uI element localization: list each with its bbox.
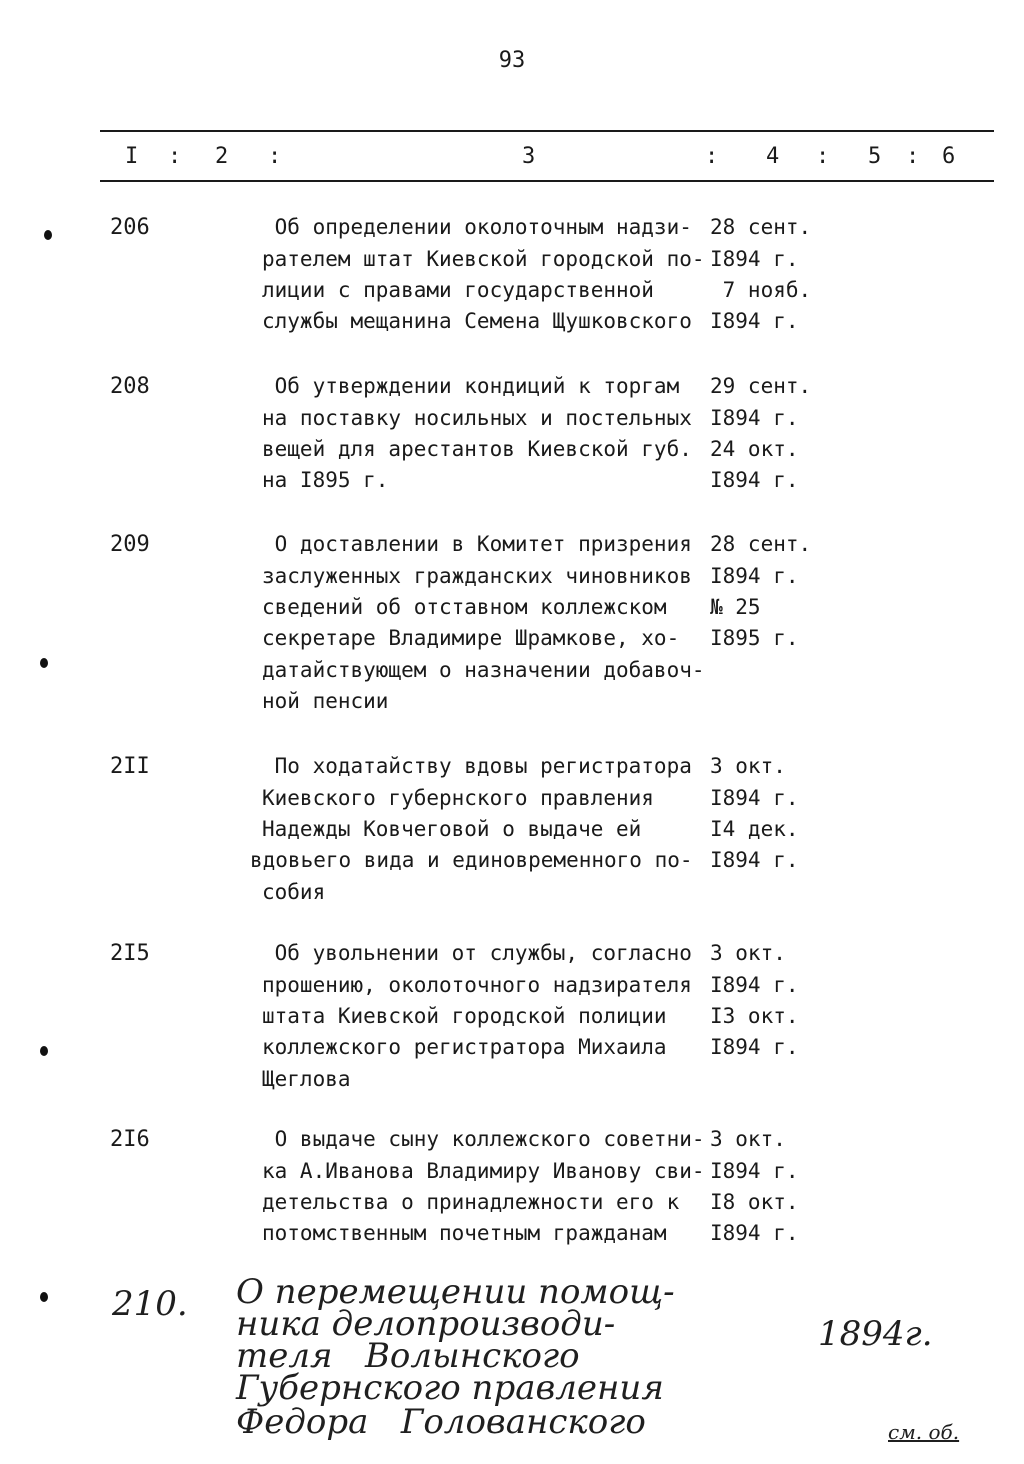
- punch-hole-mark: [40, 658, 48, 668]
- col-sep: :: [268, 144, 282, 169]
- entry-desc-line: Об определении околоточным надзи-: [262, 215, 692, 239]
- entry-date-line: 29 сент.: [710, 374, 812, 398]
- entry-date-line: 3 окт.: [710, 941, 786, 965]
- entry-desc-line: заслуженных гражданских чиновников: [262, 564, 692, 588]
- col-sep: :: [168, 144, 182, 169]
- entry-desc-line: Щеглова: [262, 1067, 351, 1091]
- entry-number: 2I6: [110, 1127, 150, 1152]
- entry-date-line: I3 окт.: [710, 1004, 799, 1028]
- entry-desc-line: рателем штат Киевской городской по-: [262, 247, 705, 271]
- entry-date-line: I894 г.: [710, 406, 799, 430]
- entry-date-line: I894 г.: [710, 564, 799, 588]
- entry-number: 2I5: [110, 941, 150, 966]
- handwritten-line: ника делопроизводи-: [236, 1304, 616, 1344]
- col-sep: :: [705, 144, 719, 169]
- table-header-rule: [100, 180, 994, 182]
- punch-hole-mark: [40, 1046, 48, 1056]
- entry-desc-line: на I895 г.: [262, 468, 389, 492]
- entry-date-line: № 25: [710, 595, 761, 619]
- entry-date-line: 24 окт.: [710, 437, 799, 461]
- entry-desc-line: сведений об отставном коллежском: [262, 595, 667, 619]
- entry-desc-line: секретаре Владимире Шрамкове, хо-: [262, 626, 680, 650]
- entry-date-line: I894 г.: [710, 786, 799, 810]
- entry-date-line: I894 г.: [710, 1159, 799, 1183]
- entry-desc-line: Надежды Ковчеговой о выдаче ей: [262, 817, 642, 841]
- entry-date-line: I8 окт.: [710, 1190, 799, 1214]
- entry-date-line: I894 г.: [710, 309, 799, 333]
- handwritten-line: теля Волынского: [236, 1336, 580, 1376]
- entry-date-line: 28 сент.: [710, 532, 812, 556]
- entry-date-line: 3 окт.: [710, 754, 786, 778]
- entry-date-line: I894 г.: [710, 468, 799, 492]
- col-head-4: 4: [766, 144, 780, 169]
- entry-date-line: I894 г.: [710, 848, 799, 872]
- handwritten-line: Губернского правления: [236, 1368, 664, 1408]
- col-head-2: 2: [215, 144, 229, 169]
- entry-desc-line: Киевского губернского правления: [262, 786, 654, 810]
- entry-number: 208: [110, 374, 150, 399]
- entry-desc-line: прошению, околоточного надзирателя: [262, 973, 692, 997]
- punch-hole-mark: [40, 1292, 48, 1302]
- entry-desc-line: на поставку носильных и постельных: [262, 406, 692, 430]
- entry-number: 209: [110, 532, 150, 557]
- entry-desc-line: потомственным почетным гражданам: [262, 1221, 667, 1245]
- col-head-1: I: [125, 144, 139, 169]
- entry-desc-line: По ходатайству вдовы регистратора: [262, 754, 692, 778]
- entry-desc-line: штата Киевской городской полиции: [262, 1004, 667, 1028]
- entry-date-line: I895 г.: [710, 626, 799, 650]
- punch-hole-mark: [44, 230, 52, 240]
- handwritten-year: 1894г.: [818, 1314, 933, 1354]
- entry-desc-line: О выдаче сыну коллежского советни-: [262, 1127, 705, 1151]
- handwritten-line: О перемещении помощ-: [236, 1272, 675, 1312]
- entry-desc-line: вдовьего вида и единовременного по-: [250, 848, 693, 872]
- entry-number: 2II: [110, 754, 150, 779]
- entry-desc-line: ной пенсии: [262, 689, 389, 713]
- col-head-3: 3: [522, 144, 536, 169]
- entry-desc-line: Об увольнении от службы, согласно: [262, 941, 692, 965]
- entry-desc-line: Об утверждении кондиций к торгам: [262, 374, 680, 398]
- entry-desc-line: собия: [262, 880, 326, 904]
- entry-desc-line: детельства о принадлежности его к: [262, 1190, 680, 1214]
- table-top-rule: [100, 130, 994, 132]
- col-sep: :: [816, 144, 830, 169]
- page-number: 93: [498, 48, 526, 73]
- entry-desc-line: службы мещанина Семена Щушковского: [262, 309, 692, 333]
- col-sep: :: [906, 144, 920, 169]
- col-head-5: 5: [868, 144, 882, 169]
- entry-date-line: 28 сент.: [710, 215, 812, 239]
- entry-date-line: 7 нояб.: [710, 278, 812, 302]
- handwritten-note: см. об.: [888, 1420, 960, 1444]
- entry-date-line: 3 окт.: [710, 1127, 786, 1151]
- entry-date-line: I894 г.: [710, 973, 799, 997]
- handwritten-number: 210.: [112, 1284, 188, 1324]
- entry-number: 206: [110, 215, 150, 240]
- entry-desc-line: ка А.Иванова Владимиру Иванову сви-: [262, 1159, 705, 1183]
- entry-desc-line: коллежского регистратора Михаила: [262, 1035, 667, 1059]
- handwritten-line: Федора Голованского: [236, 1402, 646, 1442]
- entry-desc-line: вещей для арестантов Киевской губ.: [262, 437, 692, 461]
- entry-desc-line: датайствующем о назначении добавоч-: [262, 658, 705, 682]
- entry-date-line: I4 дек.: [710, 817, 799, 841]
- entry-desc-line: О доставлении в Комитет призрения: [262, 532, 692, 556]
- entry-date-line: I894 г.: [710, 1221, 799, 1245]
- entry-date-line: I894 г.: [710, 247, 799, 271]
- col-head-6: 6: [942, 144, 956, 169]
- entry-desc-line: лиции с правами государственной: [262, 278, 654, 302]
- entry-date-line: I894 г.: [710, 1035, 799, 1059]
